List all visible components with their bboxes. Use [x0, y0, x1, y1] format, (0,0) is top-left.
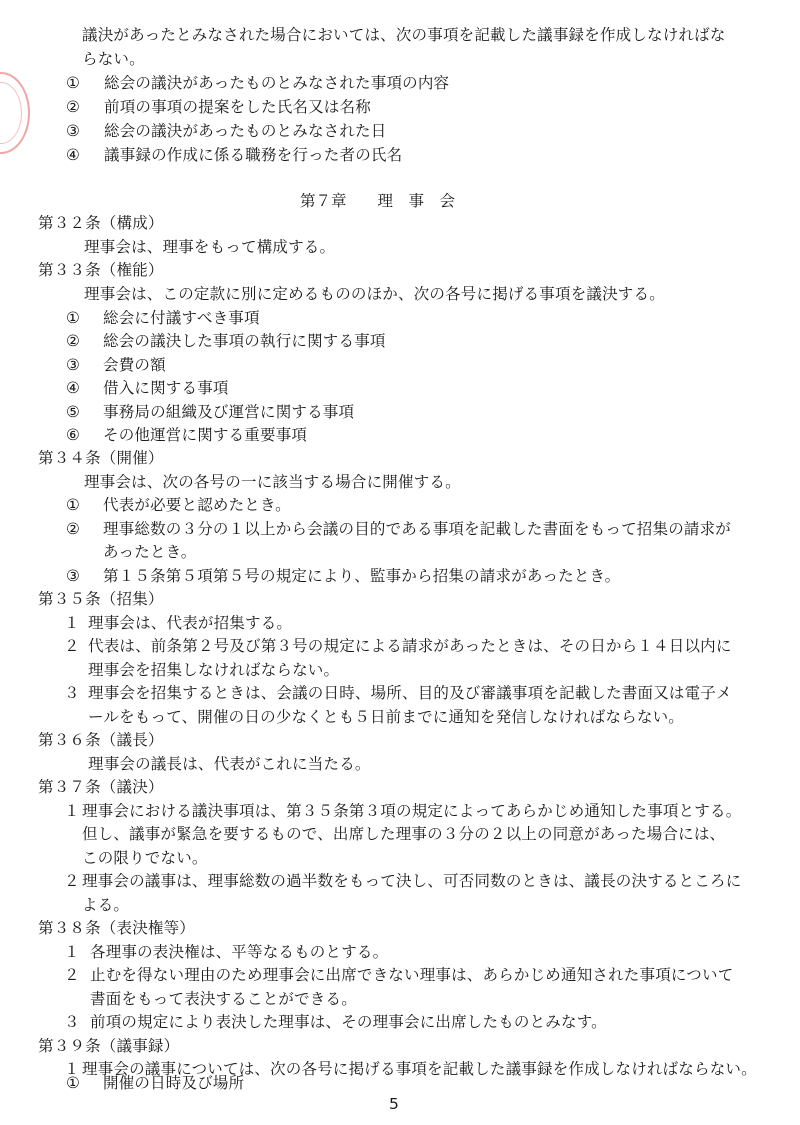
top-line-1: 議決があったとみなされた場合においては、次の事項を記載した議事録を作成しなければな [82, 26, 726, 44]
article-34-item-3: 第１５条第５項第５号の規定により、監事から招集の請求があったとき。 [103, 567, 621, 585]
article-33-item-6-mark: ⑥ [66, 426, 81, 444]
article-33-heading: 第３３条（権能） [38, 261, 164, 279]
article-33-item-3: 会費の額 [103, 356, 166, 374]
article-36-heading: 第３６条（議長） [38, 731, 164, 749]
article-33-item-4: 借入に関する事項 [103, 379, 229, 397]
top-item-2: 前項の事項の提案をした氏名又は名称 [104, 98, 371, 116]
article-33-item-2-mark: ② [66, 332, 81, 350]
top-item-1-mark: ① [66, 74, 81, 92]
article-33-item-3-mark: ③ [66, 356, 81, 374]
article-34-item-2-cont: あったとき。 [103, 543, 197, 561]
article-33-body: 理事会は、この定款に別に定めるもののほか、次の各号に掲げる事項を議決する。 [84, 285, 665, 303]
article-34-item-3-mark: ③ [66, 567, 81, 585]
article-35-item-2-mark: ２ [64, 637, 80, 655]
article-34-item-2-mark: ② [66, 520, 81, 538]
article-33-item-5: 事務局の組織及び運営に関する事項 [103, 403, 355, 421]
top-item-3: 総会の議決があったものとみなされた日 [104, 122, 387, 140]
top-item-4: 議事録の作成に係る職務を行った者の氏名 [104, 146, 403, 164]
article-35-item-3-cont: ールをもって、開催の日の少なくとも５日前までに通知を発信しなければならない。 [88, 708, 684, 726]
article-34-item-2: 理事総数の３分の１以上から会議の目的である事項を記載した書面をもって招集の請求が [103, 520, 732, 538]
article-34-heading: 第３４条（開催） [38, 449, 164, 467]
article-35-item-3: 理事会を招集するときは、会議の日時、場所、目的及び審議事項を記載した書面又は電子メ [88, 684, 732, 702]
article-33-item-1: 総会に付議すべき事項 [103, 309, 260, 327]
article-37-item-1-mark: １ [64, 802, 80, 820]
article-37-item-2-mark: ２ [64, 872, 80, 890]
article-33-item-4-mark: ④ [66, 379, 81, 397]
article-34-item-1: 代表が必要と認めたとき。 [103, 496, 291, 514]
article-35-heading: 第３５条（招集） [38, 590, 164, 608]
article-35-item-3-mark: ３ [64, 684, 80, 702]
article-33-item-5-mark: ⑤ [66, 403, 81, 421]
article-38-item-3: 前項の規定により表決した理事は、その理事会に出席したものとみなす。 [90, 1013, 607, 1031]
red-seal-stamp [0, 72, 30, 154]
article-36-body: 理事会の議長は、代表がこれに当たる。 [88, 755, 371, 773]
article-37-item-1-cont: 但し、議事が緊急を要するもので、出席した理事の３分の２以上の同意があった場合には、 [82, 825, 726, 843]
article-38-item-3-mark: ３ [64, 1013, 80, 1031]
top-item-1: 総会の議決があったものとみなされた事項の内容 [104, 74, 450, 92]
page-number: 5 [389, 1095, 399, 1113]
article-38-item-2-mark: ２ [64, 966, 80, 984]
chapter-heading: 第７章 理 事 会 [300, 192, 456, 210]
top-line-2: らない。 [82, 50, 145, 68]
article-38-item-2-cont: 書面をもって表決することができる。 [90, 990, 357, 1008]
article-39-item-1: 理事会の議事については、次の各号に掲げる事項を記載した議事録を作成しなければならない。 [82, 1060, 757, 1078]
top-item-4-mark: ④ [66, 146, 81, 164]
article-39-sub-1-mark: ① [66, 1074, 81, 1092]
article-37-item-1: 理事会における議決事項は、第３５条第３項の規定によってあらかじめ通知した事項とする。 [82, 802, 742, 820]
article-35-item-1-mark: １ [64, 614, 80, 632]
article-38-item-1: 各理事の表決権は、平等なるものとする。 [90, 943, 389, 961]
article-35-item-1: 理事会は、代表が招集する。 [88, 614, 293, 632]
article-38-heading: 第３８条（表決権等） [38, 919, 196, 937]
top-item-2-mark: ② [66, 98, 81, 116]
article-33-item-1-mark: ① [66, 309, 81, 327]
article-33-item-6: その他運営に関する重要事項 [103, 426, 308, 444]
article-39-sub-1: 開催の日時及び場所 [103, 1074, 245, 1092]
article-39-item-1-mark: １ [64, 1060, 80, 1078]
article-37-item-2: 理事会の議事は、理事総数の過半数をもって決し、可否同数のときは、議長の決するところに [82, 872, 742, 890]
article-32-heading: 第３２条（構成） [38, 214, 164, 232]
article-37-item-1-cont2: この限りでない。 [82, 849, 208, 867]
top-item-3-mark: ③ [66, 122, 81, 140]
article-39-heading: 第３９条（議事録） [38, 1037, 180, 1055]
article-38-item-2: 止むを得ない理由のため理事会に出席できない理事は、あらかじめ通知された事項について [90, 966, 734, 984]
article-33-item-2: 総会の議決した事項の執行に関する事項 [103, 332, 386, 350]
article-37-item-2-cont: よる。 [82, 896, 130, 914]
article-35-item-2-cont: 理事会を招集しなければならない。 [88, 661, 340, 679]
article-37-heading: 第３７条（議決） [38, 778, 164, 796]
article-34-item-1-mark: ① [66, 496, 81, 514]
article-34-body: 理事会は、次の各号の一に該当する場合に開催する。 [84, 473, 461, 491]
article-38-item-1-mark: １ [64, 943, 80, 961]
article-32-body: 理事会は、理事をもって構成する。 [84, 238, 336, 256]
article-35-item-2: 代表は、前条第２号及び第３号の規定による請求があったときは、その日から１４日以内に [88, 637, 732, 655]
